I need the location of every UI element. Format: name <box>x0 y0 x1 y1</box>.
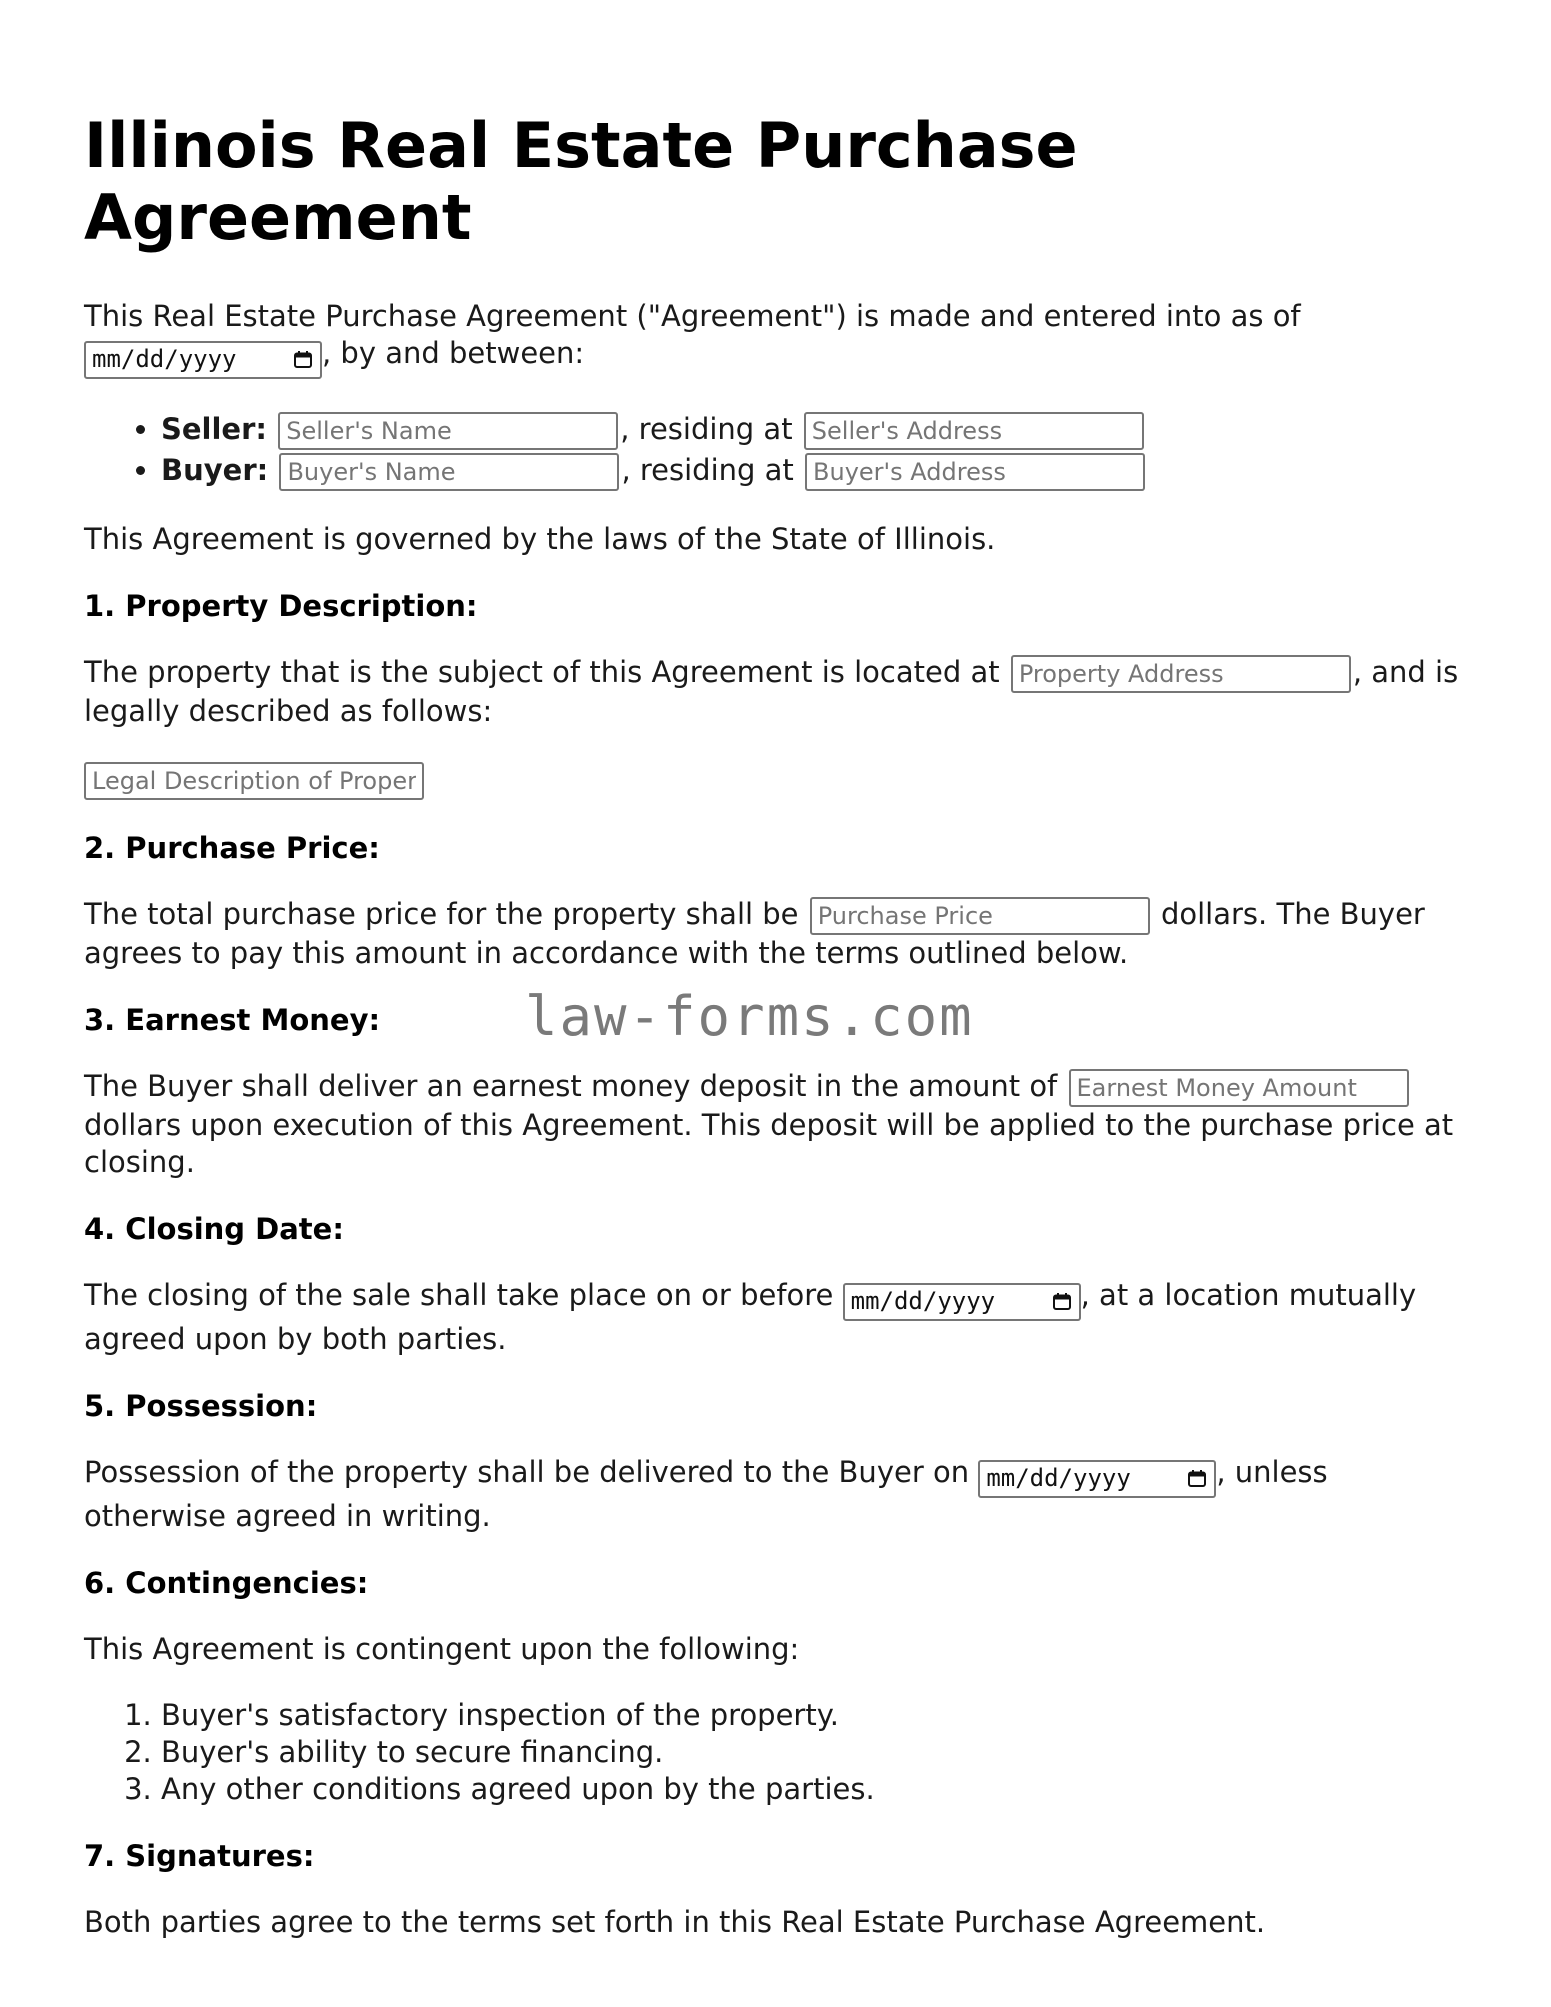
possession-text-after: , unless otherwise agreed in writing. <box>84 1455 1328 1533</box>
closing-date-placeholder: mm/dd/yyyy <box>850 1287 996 1315</box>
buyer-address-input[interactable] <box>805 453 1145 491</box>
legal-description-wrap <box>84 759 1464 800</box>
intro-text: This Real Estate Purchase Agreement ("Agreement") is made and entered into as of <box>84 299 1301 333</box>
agreement-date-input[interactable] <box>84 341 322 379</box>
possession-date-input[interactable] <box>978 1460 1216 1498</box>
property-address-input[interactable] <box>1011 655 1351 693</box>
earnest-text-after: dollars upon execution of this Agreement. This deposit will be applied to the purchase price at closing. <box>84 1108 1454 1179</box>
possession-text: Possession of the property shall be delivered to the Buyer on <box>84 1455 970 1489</box>
section-contingencies-heading: 6. Contingencies: <box>84 1566 369 1600</box>
seller-address-input[interactable] <box>804 412 1144 450</box>
section-price-heading: 2. Purchase Price: <box>84 831 380 865</box>
section-earnest-body <box>84 1068 1464 1181</box>
section-earnest-heading: 3. Earnest Money: <box>84 1003 381 1037</box>
agreement-date-placeholder: mm/dd/yyyy <box>92 345 237 373</box>
seller-name-input[interactable] <box>278 412 618 450</box>
document-title: Illinois Real Estate Purchase Agreement <box>84 109 1078 254</box>
closing-text: The closing of the sale shall take place on or before <box>84 1278 834 1312</box>
purchase-price-input[interactable] <box>810 897 1150 935</box>
section-closing-heading: 4. Closing Date: <box>84 1212 344 1246</box>
section-closing-body <box>84 1277 1464 1358</box>
seller-residing-text: , residing at <box>620 412 793 446</box>
contingencies-text: This Agreement is contingent upon the following: <box>84 1632 800 1666</box>
price-text-after: dollars. The Buyer agrees to pay this amount in accordance with the terms outlined below. <box>84 897 1425 970</box>
section-possession-heading: 5. Possession: <box>84 1389 318 1423</box>
section-property-heading: 1. Property Description: <box>84 589 478 623</box>
document-page <box>84 0 1464 1941</box>
closing-date-input[interactable] <box>843 1283 1081 1321</box>
governing-law-text: This Agreement is governed by the laws of the State of Illinois. <box>84 522 996 556</box>
property-text: The property that is the subject of this Agreement is located at <box>84 655 1000 689</box>
buyer-residing-text: , residing at <box>621 453 794 487</box>
section-property-body <box>84 654 1464 730</box>
watermark-text: law-forms.com <box>525 985 974 1048</box>
calendar-icon[interactable] <box>294 351 312 368</box>
earnest-text: The Buyer shall deliver an earnest money deposit in the amount of <box>84 1069 1058 1103</box>
parties-list <box>84 409 1464 491</box>
closing-text-after: , at a location mutually agreed upon by both parties. <box>84 1278 1417 1356</box>
seller-label: Seller: <box>161 412 268 446</box>
list-item: 1. Buyer's satisfactory inspection of the property. <box>161 1697 1464 1734</box>
earnest-money-input[interactable] <box>1069 1069 1409 1107</box>
seller-item <box>161 409 1464 450</box>
legal-description-input[interactable] <box>84 762 424 800</box>
section-signatures-heading: 7. Signatures: <box>84 1839 315 1873</box>
signatures-text: Both parties agree to the terms set forth in this Real Estate Purchase Agreement. <box>84 1905 1266 1939</box>
intro-text-after: , by and between: <box>322 336 585 370</box>
property-text-after: , and is legally described as follows: <box>84 655 1459 728</box>
price-text: The total purchase price for the property shall be <box>84 897 799 931</box>
list-item: 3. Any other conditions agreed upon by the parties. <box>161 1771 1464 1808</box>
buyer-name-input[interactable] <box>279 453 619 491</box>
list-item: 2. Buyer's ability to secure financing. <box>161 1734 1464 1771</box>
calendar-icon[interactable] <box>1188 1470 1206 1487</box>
calendar-icon[interactable] <box>1053 1293 1071 1310</box>
buyer-label: Buyer: <box>161 453 269 487</box>
possession-date-placeholder: mm/dd/yyyy <box>986 1464 1131 1492</box>
section-possession-body <box>84 1454 1464 1535</box>
contingencies-list <box>84 1697 1464 1808</box>
section-price-body <box>84 896 1464 972</box>
buyer-item <box>161 450 1464 491</box>
intro-paragraph <box>84 298 1464 379</box>
